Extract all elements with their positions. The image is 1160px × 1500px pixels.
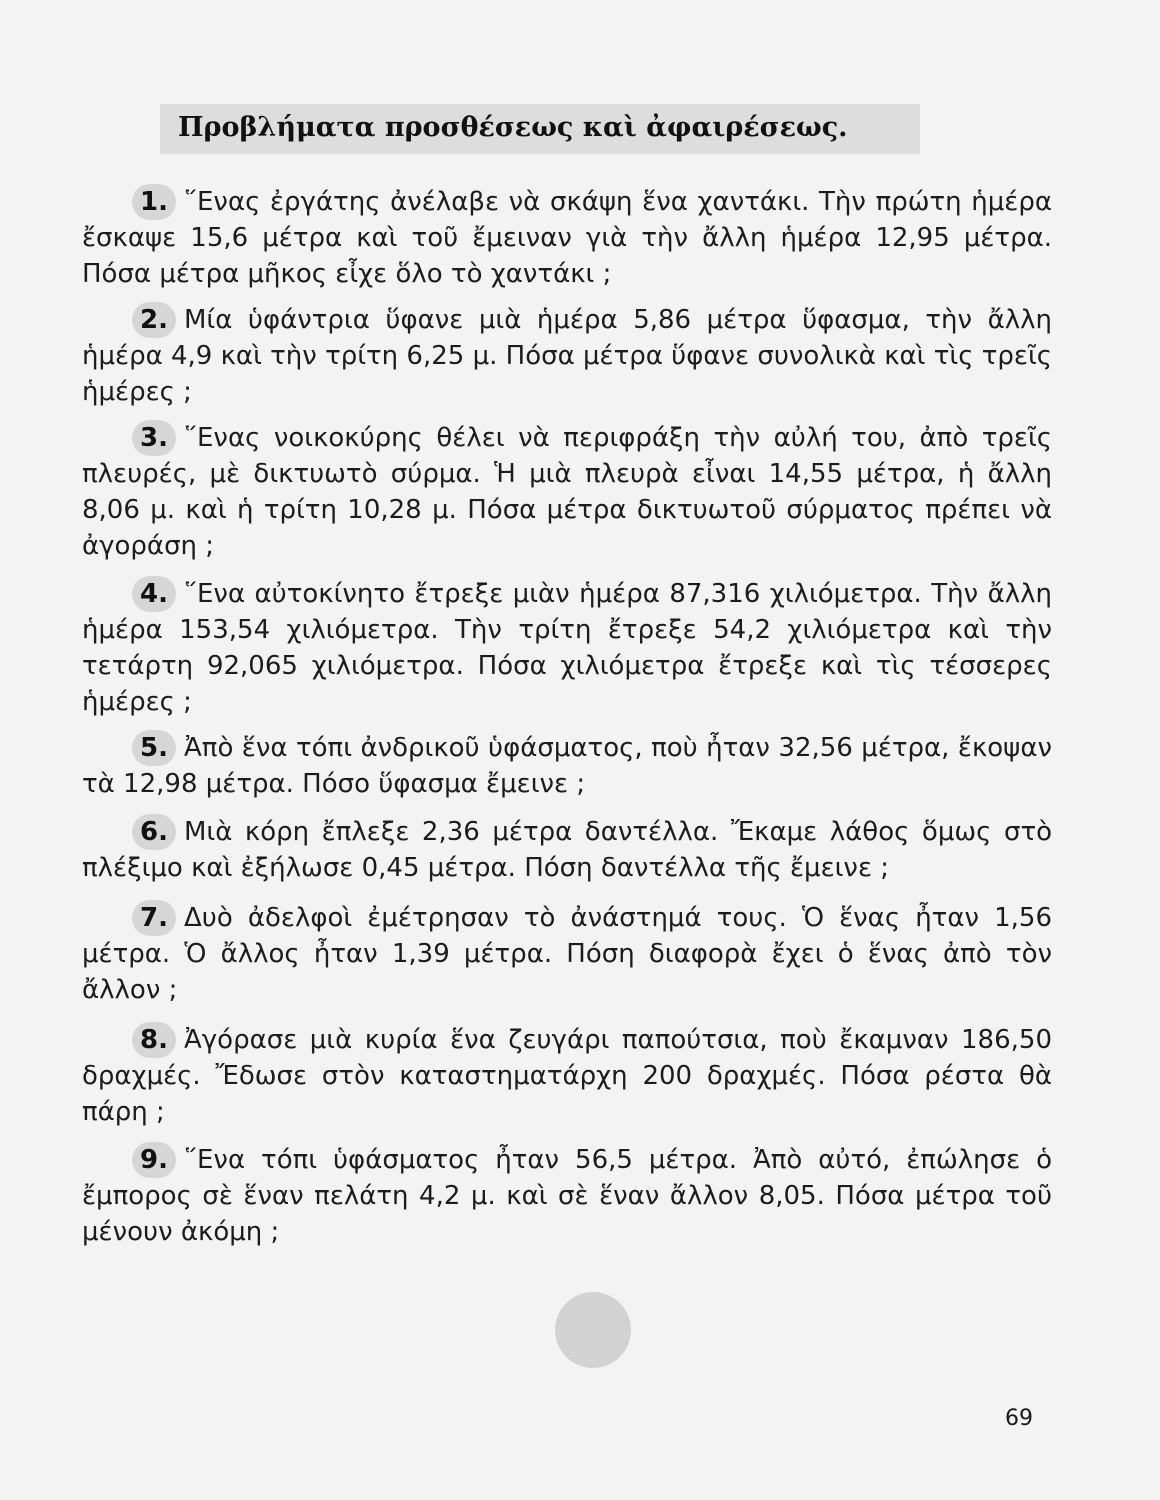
problem-number: 8. — [132, 1022, 176, 1058]
problem-number: 5. — [132, 730, 176, 766]
problem-number: 1. — [132, 184, 176, 220]
problem-8 — [82, 1022, 1052, 1130]
problem-2 — [82, 302, 1052, 410]
problem-number: 7. — [132, 900, 176, 936]
problem-4 — [82, 576, 1052, 720]
problem-paragraph — [82, 900, 1052, 1008]
problem-paragraph — [82, 184, 1052, 292]
problem-paragraph — [82, 576, 1052, 720]
problem-9 — [82, 1142, 1052, 1250]
problem-text: Μιὰ κόρη ἔπλεξε 2,36 μέτρα δαντέλλα. Ἔκαμε λάθος ὅμως στὸ πλέξιμο καὶ ἐξήλωσε 0,45 μέτρα. Πόση δαντέλλα τῆς ἔμεινε ; — [82, 817, 1052, 883]
problem-number: 9. — [132, 1142, 176, 1178]
problem-number: 4. — [132, 576, 176, 612]
problem-text: ῞Ενας ἐργάτης ἀνέλαβε νὰ σκάψη ἕνα χαντάκι. Τὴν πρώτη ἡμέρα ἔσκαψε 15,6 μέτρα καὶ τοῦ ἔμειναν γιὰ τὴν ἄλλη ἡμέρα 12,95 μέτρα. Πόσα μέτρα μῆκος εἶχε ὅλο τὸ χαντάκι ; — [82, 187, 1052, 289]
problem-number: 6. — [132, 814, 176, 850]
problem-6 — [82, 814, 1052, 886]
problem-paragraph — [82, 1022, 1052, 1130]
problem-5 — [82, 730, 1052, 802]
problem-paragraph — [82, 814, 1052, 886]
problem-text: ῞Ενα τόπι ὑφάσματος ἦταν 56,5 μέτρα. Ἀπὸ αὐτό, ἐπώλησε ὁ ἔμπορος σὲ ἕναν πελάτη 4,2 μ. καὶ σὲ ἕναν ἄλλον 8,05. Πόσα μέτρα τοῦ μένουν ἀκόμη ; — [82, 1145, 1052, 1247]
problem-text: Ἀπὸ ἕνα τόπι ἀνδρικοῦ ὑφάσματος, ποὺ ἦταν 32,56 μέτρα, ἔκοψαν τὰ 12,98 μέτρα. Πόσο ὕφασμα ἔμεινε ; — [82, 733, 1052, 799]
problem-paragraph — [82, 302, 1052, 410]
problem-number: 3. — [132, 420, 176, 456]
problem-1 — [82, 184, 1052, 292]
problem-text: ῞Ενας νοικοκύρης θέλει νὰ περιφράξη τὴν αὐλή του, ἀπὸ τρεῖς πλευρές, μὲ δικτυωτὸ σύρμα. Ἡ μιὰ πλευρὰ εἶναι 14,55 μέτρα, ἡ ἄλλη 8,06 μ. καὶ ἡ τρίτη 10,28 μ. Πόσα μέτρα δικτυωτοῦ σύρματος πρέπει νὰ ἀγοράση ; — [82, 423, 1052, 561]
problem-3 — [82, 420, 1052, 564]
problem-paragraph — [82, 420, 1052, 564]
page-heading: Προβλήματα προσθέσεως καὶ ἀφαιρέσεως. — [178, 112, 848, 143]
problem-text: ῞Ενα αὐτοκίνητο ἔτρεξε μιὰν ἡμέρα 87,316 χιλιόμετρα. Τὴν ἄλλη ἡμέρα 153,54 χιλιόμετρα. Τὴν τρίτη ἔτρεξε 54,2 χιλιόμετρα καὶ τὴν τετάρτη 92,065 χιλιόμετρα. Πόσα χιλιόμετρα ἔτρεξε καὶ τὶς τέσσερες ἡμέρες ; — [82, 579, 1052, 717]
problem-text: Μία ὑφάντρια ὕφανε μιὰ ἡμέρα 5,86 μέτρα ὕφασμα, τὴν ἄλλη ἡμέρα 4,9 καὶ τὴν τρίτη 6,25 μ. Πόσα μέτρα ὕφανε συνολικὰ καὶ τὶς τρεῖς ἡμέρες ; — [82, 305, 1052, 407]
problem-7 — [82, 900, 1052, 1008]
problem-number: 2. — [132, 302, 176, 338]
problem-text: Δυὸ ἀδελφοὶ ἐμέτρησαν τὸ ἀνάστημά τους. Ὁ ἕνας ἦταν 1,56 μέτρα. Ὁ ἄλλος ἦταν 1,39 μέτρα. Πόση διαφορὰ ἔχει ὁ ἕνας ἀπὸ τὸν ἄλλον ; — [82, 903, 1052, 1005]
page-number: 69 — [1005, 1406, 1033, 1431]
problem-text: Ἀγόρασε μιὰ κυρία ἕνα ζευγάρι παπούτσια, ποὺ ἔκαμναν 186,50 δραχμές. Ἔδωσε στὸν καταστηματάρχη 200 δραχμές. Πόσα ρέστα θὰ πάρη ; — [82, 1025, 1052, 1127]
problem-paragraph — [82, 1142, 1052, 1250]
decorative-circle — [555, 1292, 631, 1368]
problem-paragraph — [82, 730, 1052, 802]
